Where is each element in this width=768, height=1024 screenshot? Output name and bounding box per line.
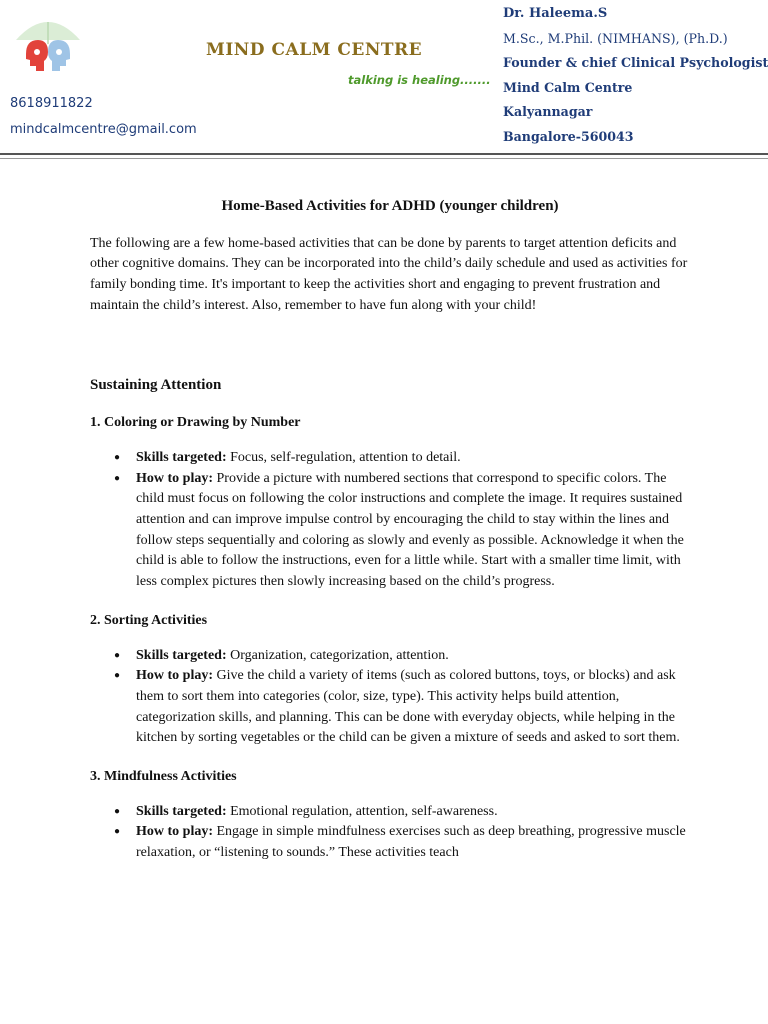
activity-details <box>90 802 690 864</box>
list-item-howto <box>136 822 690 863</box>
clinic-name: MIND CALM CENTRE <box>206 40 423 60</box>
activity-title: 2. Sorting Activities <box>90 612 208 628</box>
doctor-role: Founder & chief Clinical Psychologist <box>503 55 768 70</box>
activity-title: 3. Mindfulness Activities <box>90 769 237 785</box>
header-divider <box>0 153 768 155</box>
intro-paragraph: The following are a few home-based activities that can be done by parents to target attention deficits and other cognitive domains. They can be incorporated into the child’s daily schedule and used as activities for family bonding time. It's important to keep the activities short and engaging to prevent frustration and maintain the child’s interest. Also, remember to have fun along with your child! <box>90 235 688 313</box>
skills-label: Skills targeted: <box>136 803 227 819</box>
doctor-qualifications: M.Sc., M.Phil. (NIMHANS), (Ph.D.) <box>503 30 728 46</box>
section-heading: Sustaining Attention <box>90 376 222 393</box>
email-address: mindcalmcentre@gmail.com <box>10 122 197 137</box>
phone-number: 8618911822 <box>10 96 93 111</box>
header-divider-thin <box>0 158 768 159</box>
list-item-skills <box>136 802 690 823</box>
list-item-howto <box>136 666 690 749</box>
skills-label: Skills targeted: <box>136 449 227 465</box>
list-item-skills <box>136 646 690 667</box>
skills-text: Emotional regulation, attention, self-awareness. <box>230 803 498 819</box>
howto-text: Give the child a variety of items (such as colored buttons, toys, or blocks) and ask them to sort them into categories (color, size, type). This activity helps build attention, categorization skills, and planning. This can be done with everyday objects, while helping in the kitchen by sorting vegetables or the child can be given a mixture of seeds and asked to sort them. <box>136 668 680 746</box>
skills-text: Organization, categorization, attention. <box>230 647 449 663</box>
howto-label: How to play: <box>136 824 213 840</box>
doctor-clinic: Mind Calm Centre <box>503 79 633 95</box>
tagline: talking is healing....... <box>348 73 491 87</box>
howto-label: How to play: <box>136 668 213 684</box>
skills-text: Focus, self-regulation, attention to detail. <box>230 449 461 465</box>
howto-text: Provide a picture with numbered sections that correspond to specific colors. The child must focus on following the color instructions and complete the image. It requires sustained attention and can improve impulse control by encouraging the child to stay within the lines and follow steps sequentially and coloring as slowly and evenly as possible. Acknowledge it when the child is able to follow the instructions, even for a little while. Start with a smaller time limit, with less complex pictures then slowly increasing based on the child’s progress. <box>136 470 684 590</box>
doctor-city: Bangalore-560043 <box>503 128 634 144</box>
doctor-area: Kalyannagar <box>503 104 593 119</box>
heads-umbrella-logo-icon <box>12 10 84 96</box>
activity-details <box>90 646 690 750</box>
howto-text: Engage in simple mindfulness exercises such as deep breathing, progressive muscle relaxation, or “listening to sounds.” These activities teach <box>136 824 686 861</box>
document-title: Home-Based Activities for ADHD (younger children) <box>221 198 559 214</box>
letterhead <box>0 0 768 160</box>
howto-label: How to play: <box>136 470 213 486</box>
document-body <box>90 196 690 882</box>
skills-label: Skills targeted: <box>136 647 227 663</box>
list-item-skills <box>136 448 690 469</box>
activity-title: 1. Coloring or Drawing by Number <box>90 415 301 431</box>
doctor-name: Dr. Haleema.S <box>503 6 608 21</box>
activity-details <box>90 448 690 593</box>
list-item-howto <box>136 469 690 593</box>
doctor-details <box>503 2 768 149</box>
